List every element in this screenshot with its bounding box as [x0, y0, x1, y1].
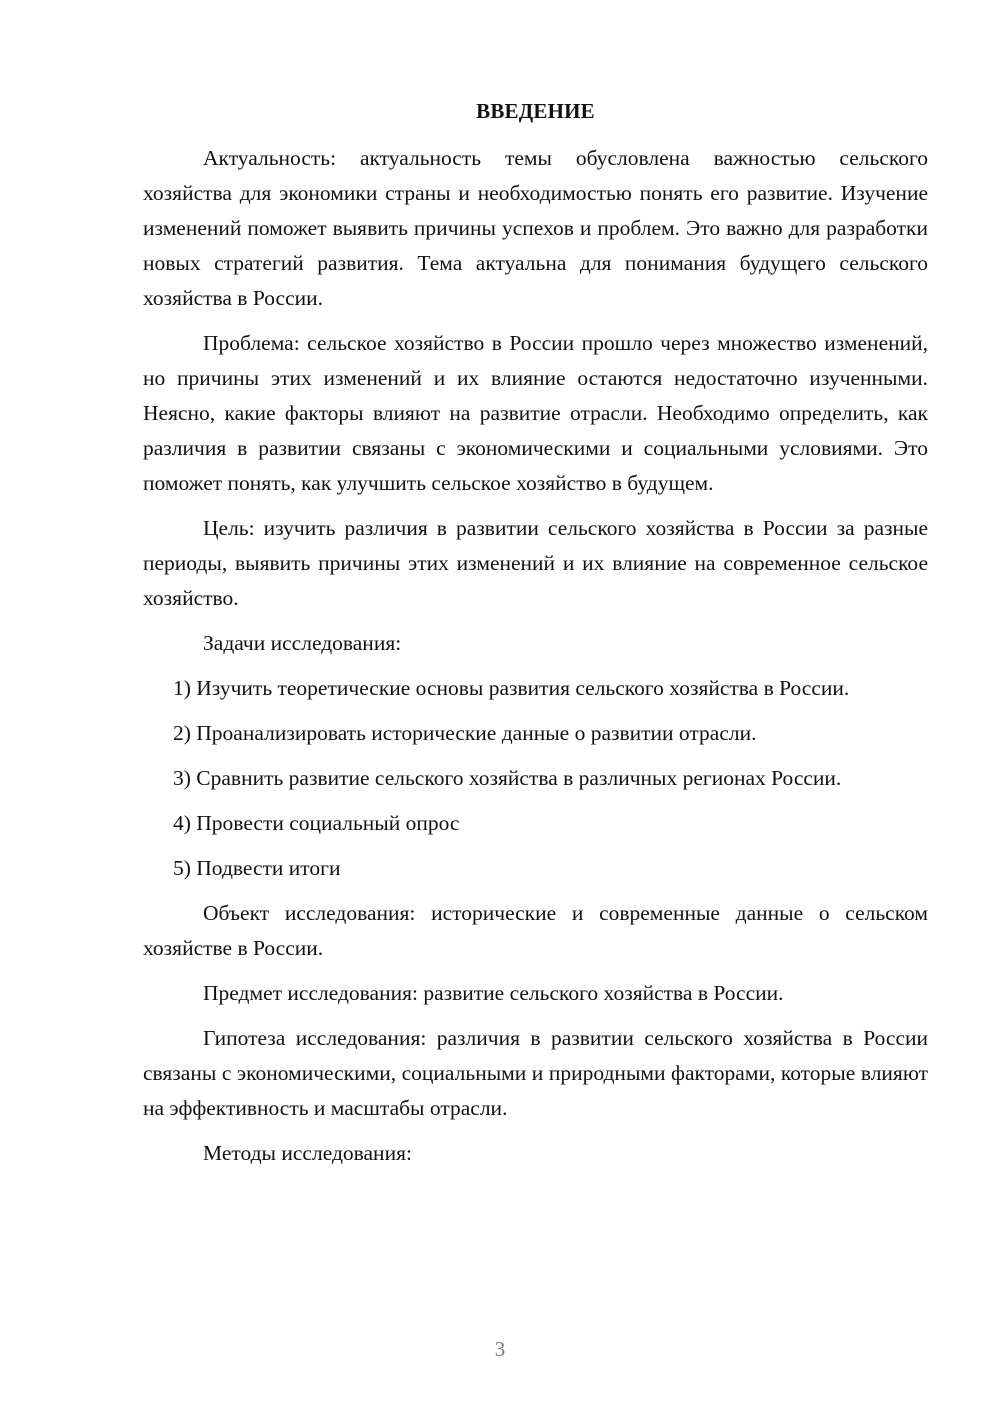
document-page: [143, 96, 928, 1181]
paragraph-goal: Цель: изучить различия в развитии сельского хозяйства в России за разные периоды, выявить причины этих изменений и их влияние на современное сельское хозяйство.: [143, 516, 928, 610]
paragraph-relevance: Актуальность: актуальность темы обусловлена важностью сельского хозяйства для экономики страны и необходимостью понять его развитие. Изучение изменений поможет выявить причины успехов и проблем. Это важно для разработки новых стратегий развития. Тема актуальна для понимания будущего сельского хозяйства в России.: [143, 146, 928, 310]
paragraph-tasks-title: Задачи исследования:: [203, 631, 402, 655]
paragraph-hypothesis: Гипотеза исследования: различия в развитии сельского хозяйства в России связаны с экономическими, социальными и природными факторами, которые влияют на эффективность и масштабы отрасли.: [143, 1026, 928, 1120]
task-item-4: 4) Провести социальный опрос: [173, 811, 460, 835]
paragraph-problem: Проблема: сельское хозяйство в России прошло через множество изменений, но причины этих изменений и их влияние остаются недостаточно изученными. Неясно, какие факторы влияют на развитие отрасли. Необходимо определить, как различия в развитии связаны с экономическими и социальными условиями. Это поможет понять, как улучшить сельское хозяйство в будущем.: [143, 331, 928, 495]
task-item-2: 2) Проанализировать исторические данные о развитии отрасли.: [173, 721, 757, 745]
page-number: 3: [494, 1337, 506, 1361]
paragraph-subject: Предмет исследования: развитие сельского хозяйства в России.: [203, 981, 784, 1005]
paragraph-methods: Методы исследования:: [203, 1141, 412, 1165]
task-item-1: 1) Изучить теоретические основы развития сельского хозяйства в России.: [173, 676, 850, 700]
task-item-3: 3) Сравнить развитие сельского хозяйства в различных регионах России.: [173, 766, 842, 790]
task-item-5: 5) Подвести итоги: [173, 856, 341, 880]
section-heading: ВВЕДЕНИЕ: [476, 99, 595, 123]
paragraph-object: Объект исследования: исторические и современные данные о сельском хозяйстве в России.: [143, 901, 928, 960]
